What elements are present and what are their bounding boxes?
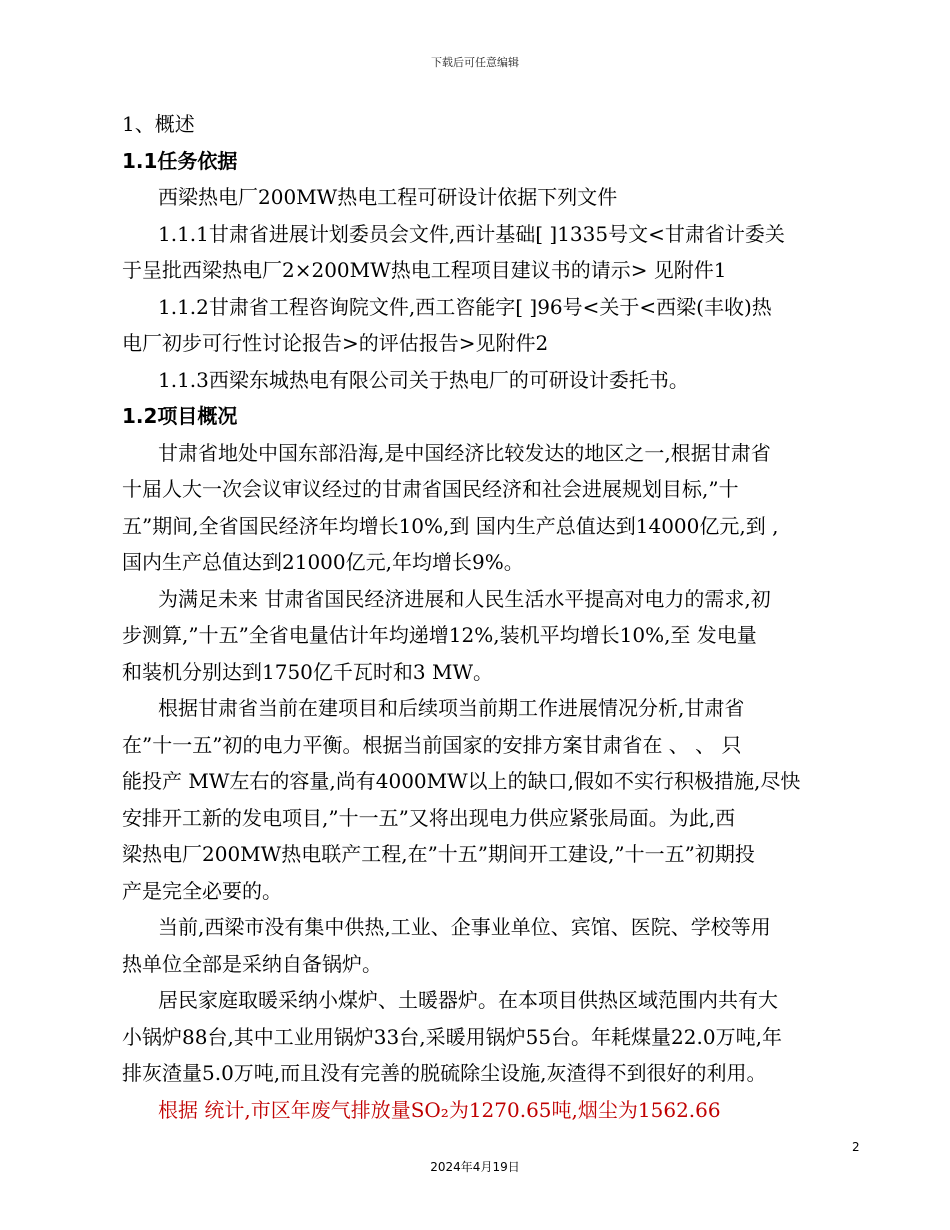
paragraph-line: 电厂初步可行性讨论报告>的评估报告>见附件2 xyxy=(122,331,549,355)
paragraph-line: 五”期间,全省国民经济年均增长10%,到 国内生产总值达到14000亿元,到 , xyxy=(122,513,779,538)
paragraph-line: 排灰渣量5.0万吨,而且没有完善的脱硫除尘设施,灰渣得不到很好的利用。 xyxy=(122,1061,767,1085)
paragraph-line: 产是完全必要的。 xyxy=(122,878,282,903)
paragraph-line: 为满足未来 甘肃省国民经济进展和人民生活水平提高对电力的需求,初 xyxy=(158,586,771,611)
paragraph-line: 根据 统计,市区年废气排放量SO₂为1270.65吨,烟尘为1562.66 xyxy=(158,1097,721,1122)
paragraph-line: 梁热电厂200MW热电联产工程,在”十五”期间开工建设,”十一五”初期投 xyxy=(122,842,755,866)
paragraph-line: 和装机分别达到1750亿千瓦时和3 MW。 xyxy=(122,659,494,684)
paragraph-line: 步测算,”十五”全省电量估计年均递增12%,装机平均增长10%,至 发电量 xyxy=(122,623,757,647)
paragraph-line: 小锅炉88台,其中工业用锅炉33台,采暖用锅炉55台。年耗煤量22.0万吨,年 xyxy=(122,1024,782,1049)
paragraph-line: 1.1.1甘肃省进展计划委员会文件,西计基础[ ]1335号文<甘肃省计委关 xyxy=(158,221,785,246)
paragraph-line: 十届人大一次会议审议经过的甘肃省国民经济和社会进展规划目标,”十 xyxy=(122,477,739,501)
page-number: 2 xyxy=(852,1140,860,1154)
paragraph-line: 居民家庭取暖采纳小煤炉、土暖器炉。在本项目供热区域范围内共有大 xyxy=(158,988,778,1012)
paragraph-line: 甘肃省地处中国东部沿海,是中国经济比较发达的地区之一,根据甘肃省 xyxy=(158,440,771,465)
footer-date: 2024年4月19日 xyxy=(430,1160,520,1174)
page-header: 下载后可任意编辑 xyxy=(431,56,519,69)
paragraph-line: 西梁热电厂200MW热电工程可研设计依据下列文件 xyxy=(158,185,618,209)
paragraph-line: 安排开工新的发电项目,”十一五”又将出现电力供应紧张局面。为此,西 xyxy=(122,805,736,830)
paragraph-line: 于呈批西梁热电厂2×200MW热电工程项目建议书的请示> 见附件1 xyxy=(122,258,727,282)
paragraph-line: 1.1.3西梁东城热电有限公司关于热电厂的可研设计委托书。 xyxy=(158,367,689,392)
section-heading: 1、概述 xyxy=(122,112,195,136)
paragraph-line: 国内生产总值达到21000亿元,年均增长9%。 xyxy=(122,550,524,574)
section-heading: 1.1任务依据 xyxy=(122,148,238,173)
paragraph-line: 在”十一五”初的电力平衡。根据当前国家的安排方案甘肃省在 、 、 只 xyxy=(122,732,742,757)
document-body xyxy=(122,106,862,1128)
paragraph-line: 热单位全部是采纳自备锅炉。 xyxy=(122,951,382,976)
paragraph-line: 能投产 MW左右的容量,尚有4000MW以上的缺口,假如不实行积极措施,尽快 xyxy=(122,769,801,793)
paragraph-line: 当前,西梁市没有集中供热,工业、企事业单位、宾馆、医院、学校等用 xyxy=(158,915,771,939)
paragraph-line: 根据甘肃省当前在建项目和后续项当前期工作进展情况分析,甘肃省 xyxy=(158,696,745,720)
section-heading: 1.2项目概况 xyxy=(122,404,238,428)
paragraph-line: 1.1.2甘肃省工程咨询院文件,西工咨能字[ ]96号<关于<西梁(丰收)热 xyxy=(158,294,772,319)
